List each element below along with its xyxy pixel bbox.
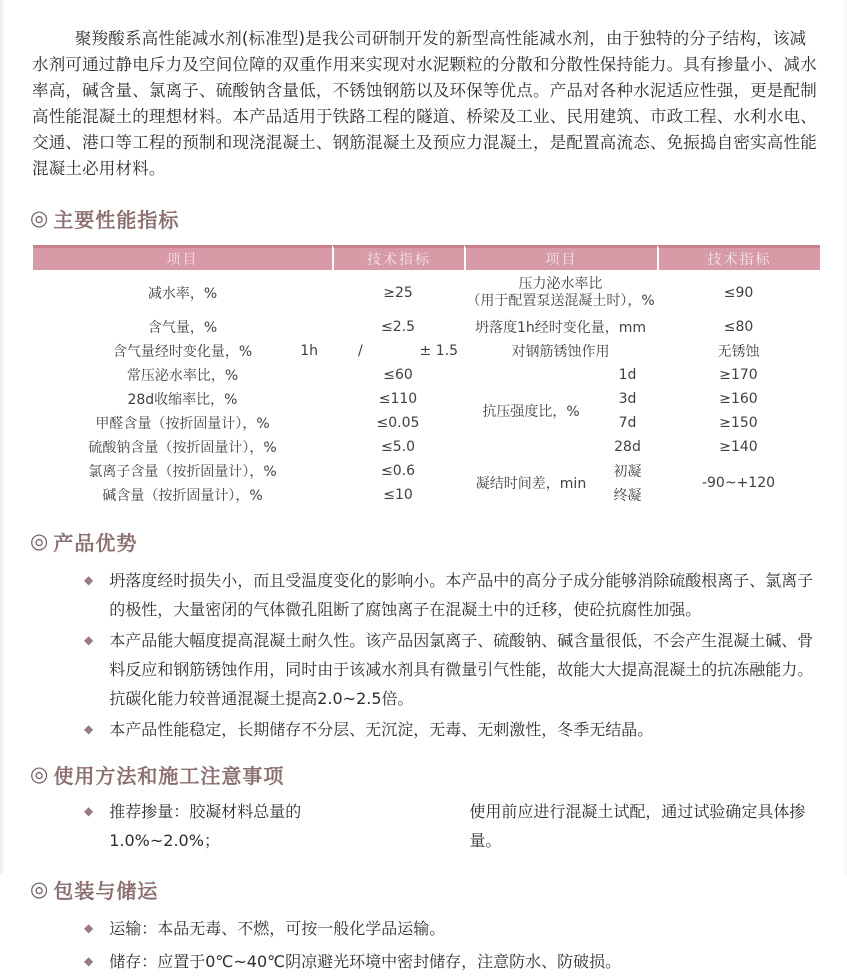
- table-row: [464, 459, 820, 483]
- row-label: 对钢筋锈蚀作用: [511, 344, 610, 360]
- usage-section-title: 使用方法和施工注意事项: [53, 764, 285, 788]
- double-circle-icon: ◎: [30, 762, 49, 786]
- diamond-bullet-icon: ◆: [84, 573, 94, 587]
- double-circle-icon: ◎: [30, 529, 49, 553]
- table-row: [464, 315, 820, 339]
- intro-paragraph: 聚羧酸系高性能减水剂(标准型)是我公司研制开发的新型高性能减水剂，由于独特的分子结构，该减水剂可通过静电斥力及空间位障的双重作用来实现对水泥颗粒的分散和分散性保持能力。具有掺量小、减水率高，碱含量、氯离子、硫酸钠含量低，不锈蚀钢筋以及环保等优点。产品对各种水泥适应性强，更是配制高性能混凝土的理想材料。本产品适用于铁路工程的隧道、桥梁及工业、民用建筑、市政工程、水利水电、交通、港口等工程的预制和现浇混凝土、钢筋混凝土及预应力混凝土，是配置高流态、免振捣自密实高性能混凝土必用材料。: [32, 29, 817, 178]
- row-age: 7d: [618, 415, 637, 431]
- storage-text: 储存：应置于0℃~40℃阴凉避光环境中密封储存，注意防水、防破损。: [109, 952, 622, 971]
- dosage-line: [84, 797, 822, 855]
- list-item: [84, 566, 822, 624]
- section-heading-advantages: [30, 527, 847, 556]
- packaging-section-title: 包装与储运: [53, 879, 159, 903]
- performance-table-left: [33, 245, 464, 507]
- row-age: 1d: [618, 367, 637, 383]
- row-slash: /: [358, 343, 363, 359]
- diamond-bullet-icon: ◆: [84, 722, 94, 736]
- transport-text: 运输：本品无毒、不燃，可按一般化学品运输。: [109, 919, 446, 938]
- row-group-label: 抗压强度比，%: [482, 404, 580, 420]
- table-row: [33, 339, 464, 363]
- section-heading-performance: [30, 204, 847, 233]
- table-header-row: [464, 245, 820, 270]
- row-label: 甲醛含量（按折固量计），%: [95, 416, 270, 432]
- diamond-bullet-icon: ◆: [84, 804, 94, 818]
- double-circle-icon: ◎: [30, 877, 49, 901]
- performance-table-right: [464, 245, 820, 507]
- list-item: [84, 715, 822, 744]
- table-row: [464, 270, 820, 315]
- row-value: ≥140: [719, 439, 758, 455]
- row-label: 氯离子含量（按折固量计），%: [88, 464, 277, 480]
- table-row: [33, 387, 464, 411]
- list-item: [84, 947, 822, 976]
- row-value: ≤0.05: [376, 415, 420, 431]
- row-value: ≤80: [723, 319, 754, 335]
- row-value: ≤110: [378, 391, 418, 407]
- row-value: ≤10: [383, 487, 413, 503]
- diamond-bullet-icon: ◆: [84, 921, 94, 935]
- dosage-note: 使用前应进行混凝土试配，通过试验确定具体掺量。: [469, 802, 806, 850]
- row-label: 常压泌水率比，%: [126, 368, 239, 384]
- row-value-cell: [332, 339, 464, 363]
- packaging-list: [84, 914, 822, 976]
- row-label: 坍落度1h经时变化量，mm: [474, 320, 647, 336]
- advantages-list: [84, 566, 822, 744]
- table-row: [33, 483, 464, 507]
- row-value: 无锈蚀: [717, 344, 760, 360]
- row-age: 终凝: [613, 488, 642, 504]
- row-value: ≤60: [383, 367, 413, 383]
- row-value: ≥25: [383, 284, 413, 301]
- table-row: [33, 270, 464, 315]
- column-header-index: 技术指标: [657, 245, 820, 270]
- list-item: [84, 626, 822, 713]
- row-age: 3d: [618, 391, 637, 407]
- row-time: 1h: [300, 343, 318, 359]
- row-label: 硫酸钠含量（按折固量计），%: [88, 440, 277, 456]
- row-group-label: 凝结时间差，min: [475, 476, 587, 492]
- row-value: ≤5.0: [381, 439, 415, 455]
- row-label: 28d收缩率比，%: [127, 392, 238, 408]
- advantage-text: 本产品能大幅度提高混凝土耐久性。该产品因氯离子、硫酸钠、碱含量很低，不会产生混凝土碱、骨料反应和钢筋锈蚀作用，同时由于该减水剂具有微量引气性能，故能大大提高混凝土的抗冻融能力。抗碳化能力较普通混凝土提高2.0~2.5倍。: [109, 631, 814, 708]
- row-label-line2: （用于配置泵送混凝土时），%: [466, 292, 655, 309]
- row-value: ≤0.6: [381, 463, 415, 479]
- column-header-index: 技术指标: [332, 245, 464, 270]
- row-value: ≤2.5: [381, 319, 415, 335]
- row-label: 减水率，%: [147, 285, 218, 302]
- row-value: ≥160: [719, 391, 758, 407]
- table-row: [464, 339, 820, 363]
- diamond-bullet-icon: ◆: [84, 633, 94, 647]
- row-label-line1: 压力泌水率比: [518, 275, 603, 292]
- section-heading-usage: [30, 760, 847, 789]
- row-value: ± 1.5: [419, 343, 458, 359]
- row-label: 含气量，%: [147, 320, 218, 336]
- advantages-section-title: 产品优势: [53, 531, 138, 555]
- advantage-text: 坍落度经时损失小，而且受温度变化的影响小。本产品中的高分子成分能够消除硫酸根离子、氯离子的极性，大量密闭的气体微孔阻断了腐蚀离子在混凝土中的迁移，使砼抗腐性加强。: [109, 571, 814, 619]
- section-heading-packaging: [30, 875, 847, 904]
- table-row: [33, 363, 464, 387]
- row-age: 初凝: [613, 464, 642, 480]
- row-value: -90~+120: [701, 475, 776, 491]
- table-row: [33, 315, 464, 339]
- column-header-item: 项目: [33, 245, 332, 270]
- advantage-text: 本产品性能稳定，长期储存不分层、无沉淀，无毒、无刺激性，冬季无结晶。: [109, 720, 654, 739]
- table-row: [33, 459, 464, 483]
- column-header-item: 项目: [464, 245, 657, 270]
- performance-section-title: 主要性能指标: [53, 208, 180, 232]
- dosage-recommendation: 推荐掺量：胶凝材料总量的1.0%~2.0%；: [109, 802, 302, 850]
- table-row: [464, 363, 820, 387]
- row-value: ≥150: [719, 415, 758, 431]
- list-item: [84, 914, 822, 943]
- row-label-cell: [33, 339, 332, 363]
- row-value: ≥170: [719, 367, 758, 383]
- row-value: ≤90: [723, 284, 754, 301]
- double-circle-icon: ◎: [30, 206, 49, 230]
- row-age: 28d: [614, 439, 641, 455]
- table-row: [33, 435, 464, 459]
- diamond-bullet-icon: ◆: [84, 954, 94, 968]
- performance-tables: [33, 245, 847, 507]
- table-header-row: [33, 245, 464, 270]
- row-label: 碱含量（按折固量计），%: [102, 488, 263, 504]
- table-row: [33, 411, 464, 435]
- row-label: 含气量经时变化量，%: [112, 344, 253, 360]
- row-label-cell: [464, 270, 657, 315]
